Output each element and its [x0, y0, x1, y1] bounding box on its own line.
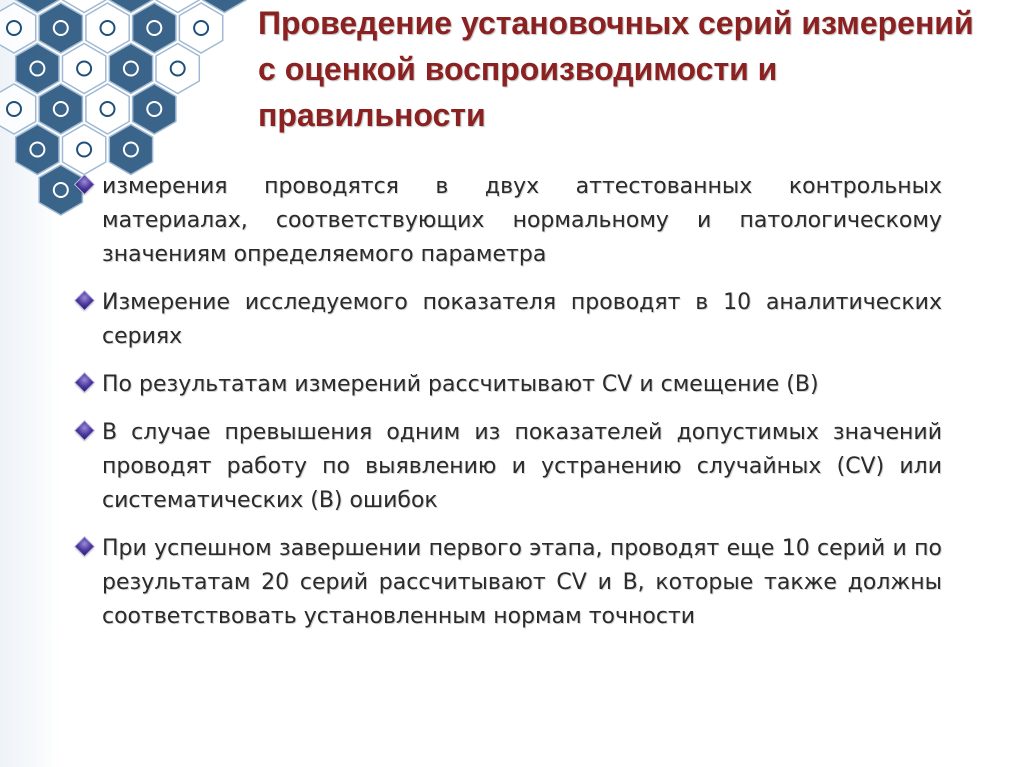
bullet-item — [76, 286, 942, 354]
diamond-bullet-icon — [75, 421, 93, 439]
bullet-text: измерения проводятся в двух аттестованных контрольных материалах, соответствующих нормальному и патологическому значениям определяемого параметра — [102, 174, 942, 267]
bullet-text: По результатам измерений рассчитывают CV и смещение (B) — [102, 372, 819, 397]
diamond-bullet-icon — [75, 291, 93, 309]
bullet-text: Измерение исследуемого показателя проводят в 10 аналитических сериях — [102, 290, 942, 349]
slide-title: Проведение установочных серий измерений с оценкой воспроизводимости и правильности — [258, 5, 974, 133]
bullet-text: В случае превышения одним из показателей допустимых значений проводят работу по выявлению и устранению случайных (CV) или систематических (B) ошибок — [102, 420, 942, 513]
diamond-bullet-icon — [75, 373, 93, 391]
bullet-text: При успешном завершении первого этапа, проводят еще 10 серий и по результатам 20 серий рассчитывают CV и B, которые также должны соответствовать установленным нормам точности — [102, 536, 942, 629]
diamond-bullet-icon — [75, 175, 93, 193]
diamond-bullet-icon — [75, 537, 93, 555]
bullet-item — [76, 416, 942, 518]
bullet-item — [76, 532, 942, 634]
bullet-list — [76, 170, 942, 648]
bullet-item — [76, 170, 942, 272]
bullet-item — [76, 368, 942, 402]
